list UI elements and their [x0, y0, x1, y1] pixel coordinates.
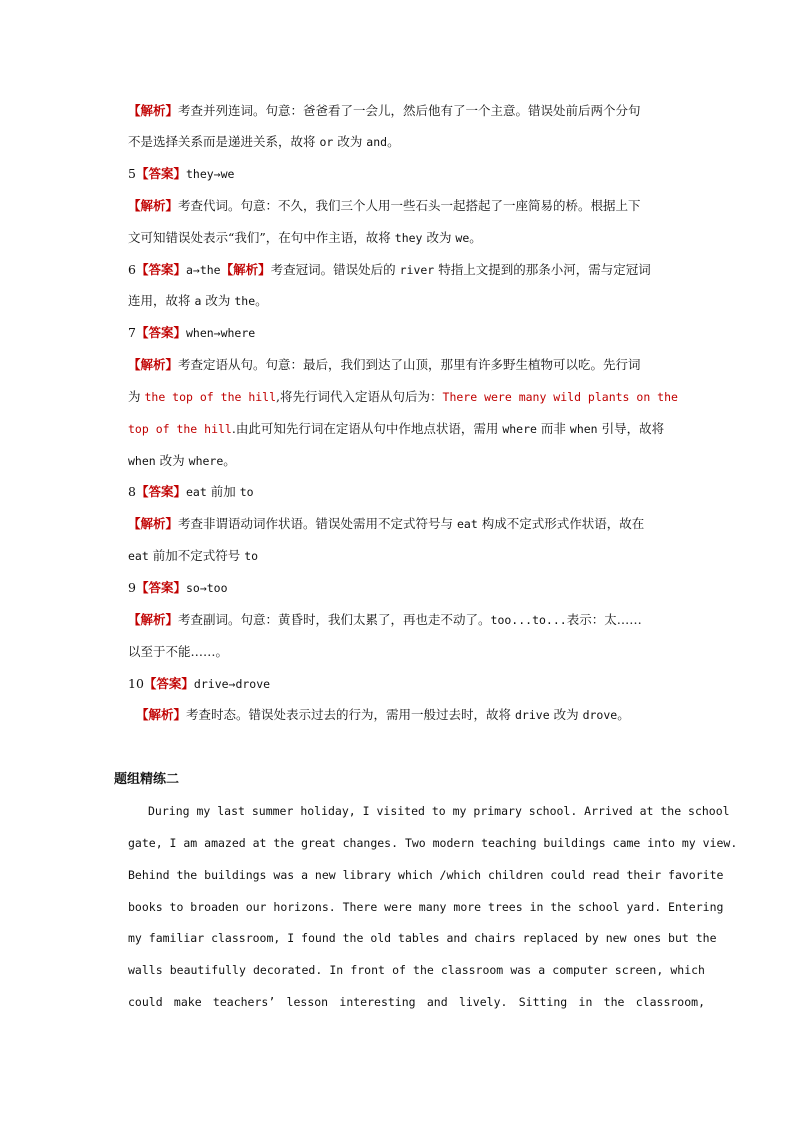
passage-line-4: books to broaden our horizons. There were many more trees in the school yard. Entering — [128, 900, 724, 914]
entry-4-explanation-line1: 【解析】考查并列连词。句意：爸爸看了一会儿，然后他有了一个主意。错误处前后两个分句 — [128, 103, 641, 118]
entry-7-answer: 7【答案】when→where — [128, 325, 256, 340]
entry-5-explanation-line1: 【解析】考查代词。句意：不久，我们三个人用一些石头一起搭起了一座简易的桥。根据上下 — [128, 198, 641, 213]
entry-7-explanation-line4: when 改为 where。 — [128, 453, 236, 468]
entry-10-explanation-line1: 【解析】考查时态。错误处表示过去的行为，需用一般过去时，故将 drive 改为 drove。 — [136, 707, 630, 722]
entry-8-explanation-line1: 【解析】考查非谓语动词作状语。错误处需用不定式符号与 eat 构成不定式形式作状语，故在 — [128, 516, 645, 531]
entry-6-answer: 6【答案】a→the【解析】考查冠词。错误处后的 river 特指上文提到的那条小河，需与定冠词 — [128, 262, 651, 277]
entry-8-answer: 8【答案】eat 前加 to — [128, 484, 254, 499]
entry-5-explanation-line2: 文可知错误处表示“我们”，在句中作主语，故将 they 改为 we。 — [128, 230, 482, 245]
passage-line-6: walls beautifully decorated. In front of the classroom was a computer screen, which — [128, 963, 705, 977]
passage-line-3: Behind the buildings was a new library which /which children could read their favorite — [128, 868, 724, 882]
entry-7-explanation-line2: 为 the top of the hill,将先行词代入定语从句后为：There were many wild plants on the — [128, 389, 678, 404]
passage-line-2: gate, I am amazed at the great changes. Two modern teaching buildings came into my view. — [128, 836, 738, 850]
entry-8-explanation-line2: eat 前加不定式符号 to — [128, 548, 259, 563]
entry-7-explanation-line1: 【解析】考查定语从句。句意：最后，我们到达了山顶，那里有许多野生植物可以吃。先行词 — [128, 357, 641, 372]
entry-9-explanation-line1: 【解析】考查副词。句意：黄昏时，我们太累了，再也走不动了。too...to...表示：太…… — [128, 612, 642, 627]
entry-5-answer: 5【答案】they→we — [128, 166, 235, 181]
entry-6-explanation-line2: 连用，故将 a 改为 the。 — [128, 293, 268, 308]
passage-line-1: During my last summer holiday, I visited to my primary school. Arrived at the school — [148, 804, 730, 818]
passage-line-7: could make teachers’ lesson interesting and lively. Sitting in the classroom, — [128, 995, 705, 1009]
entry-4-explanation-line2: 不是选择关系而是递进关系，故将 or 改为 and。 — [128, 134, 400, 149]
section-title: 题组精练二 — [114, 772, 180, 787]
entry-9-explanation-line2: 以至于不能……。 — [128, 644, 229, 659]
entry-7-explanation-line3: top of the hill.由此可知先行词在定语从句中作地点状语，需用 where 而非 when 引导，故将 — [128, 421, 665, 436]
entry-10-answer: 10【答案】drive→drove — [128, 676, 271, 691]
passage-line-5: my familiar classroom, I found the old tables and chairs replaced by new ones but the — [128, 931, 717, 945]
entry-9-answer: 9【答案】so→too — [128, 580, 228, 595]
